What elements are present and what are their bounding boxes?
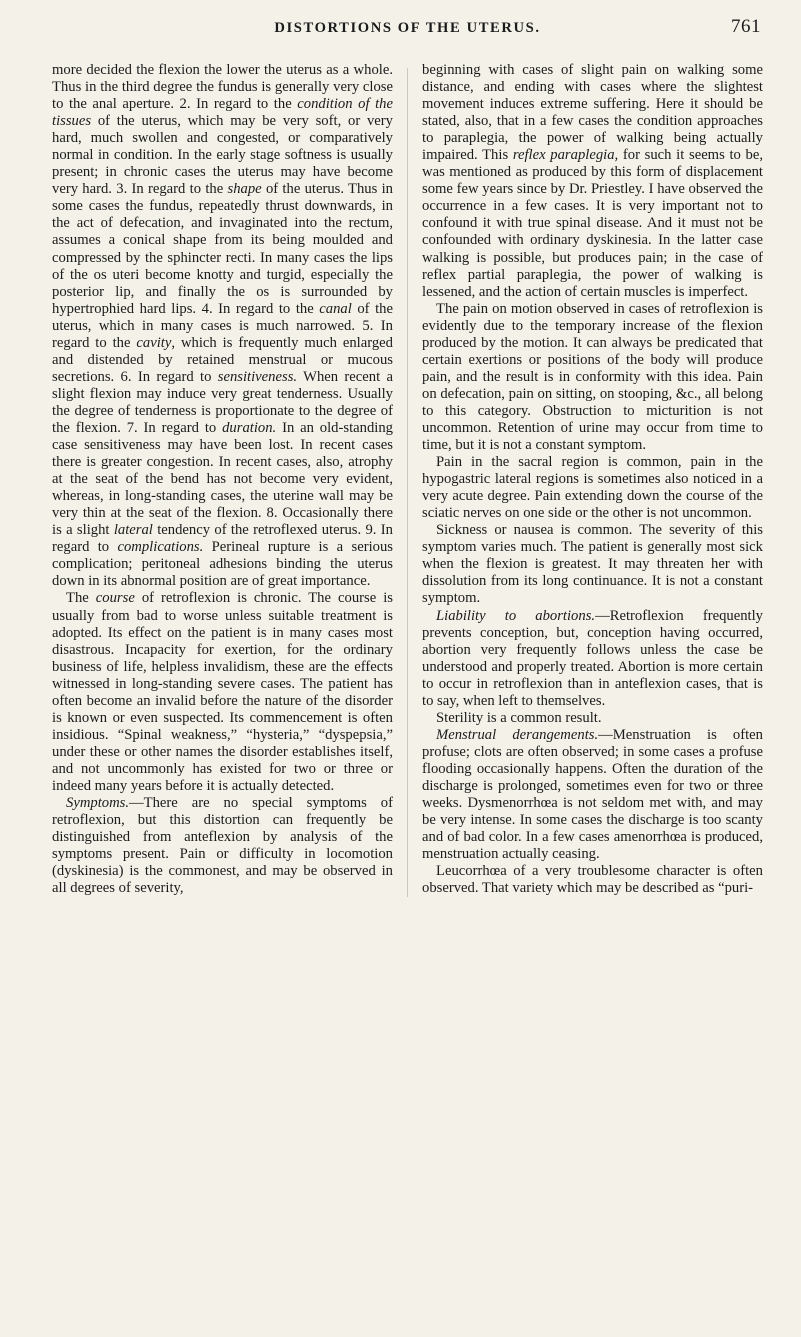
page-header bbox=[52, 12, 763, 48]
paragraph bbox=[422, 608, 763, 710]
section-heading: Liability to abortions. bbox=[436, 607, 596, 624]
text-run: When recent a slight flexion may induce very great tenderness. Usually the degree of tenderness is proportionate to the degree of the flexion. 7. In regard to bbox=[52, 368, 393, 436]
paragraph: Sickness or nausea is common. The severity of this symptom varies much. The patient is generally most sick when the flexion is greatest. It may threaten her with dissolution from its long continuance. It is not a constant symptom. bbox=[422, 522, 763, 607]
paragraph: Pain in the sacral region is common, pain in the hypogastric lateral regions is sometimes also noticed in a very acute degree. Pain extending down the course of the sciatic nerves on one side or the other is not uncommon. bbox=[422, 454, 763, 522]
section-heading: Symptoms. bbox=[66, 795, 130, 812]
paragraph: Sterility is a common result. bbox=[436, 709, 602, 726]
italic-term: course bbox=[95, 590, 135, 607]
paragraph bbox=[422, 727, 763, 863]
paragraph: Leucorrhœa of a very troublesome character is often observed. That variety which may be described as “puri- bbox=[422, 863, 763, 897]
text-run: —Retroflexion frequently prevents conception, but, conception having occurred, abortion very frequently follows unless the case be understood and properly treated. Abortion is more certain to occur in retroflexion than in anteflexion cases, that is to say, when left to themselves. bbox=[422, 607, 763, 709]
text-run: of the uterus, which may be very soft, or very hard, much swollen and congested, or comparatively normal in condition. In the early stage softness is usually present; in chronic cases the uterus may have become very hard. 3. In regard to the bbox=[52, 113, 393, 198]
text-run: Perineal rupture is a serious complication; peritoneal adhesions binding the uterus down in its abnormal position are of great importance. bbox=[52, 539, 393, 590]
italic-term: condition of the tissues bbox=[52, 96, 393, 130]
section-heading: Menstrual derangements. bbox=[436, 726, 599, 743]
text-run: beginning with cases of slight pain on walking some distance, and ending with cases where the slightest movement induces extreme suffering. Here it should be stated, also, that in a few cases the condition approaches to paraplegia, the power of walking being actually impaired. This bbox=[422, 62, 763, 164]
italic-term: duration. bbox=[222, 419, 277, 436]
text-columns bbox=[52, 62, 763, 897]
text-run: more decided the flexion the lower the uterus as a whole. Thus in the third degree the fundus is generally very close to the anal aperture. 2. In regard to the bbox=[52, 62, 393, 113]
running-title: DISTORTIONS OF THE UTERUS. bbox=[274, 20, 541, 36]
paragraph: The pain on motion observed in cases of retroflexion is evidently due to the temporary increase of the flexion produced by the motion. It can always be predicated that certain exertions or positions of the body will produce pain, and the result is in conformity with this idea. Pain on defecation, pain on sitting, on stooping, &c., all belong to this category. Obstruction to micturition is not uncommon. Retention of urine may occur from time to time, but it is not a constant symptom. bbox=[422, 300, 763, 454]
text-run: of retroflexion is chronic. The course is usually from bad to worse unless suitable treatment is adopted. Its effect on the patient is in many cases most disastrous. Incapacity for exertion, for the ordinary business of life, helpless invalidism, these are the effects witnessed in long-standing severe cases. The patient has often become an invalid before the nature of the disorder is known or even suspected. Its commencement is often insidious. “Spinal weakness,” “hysteria,” “dyspepsia,” under these or other names the disorder establishes itself, and not uncommonly has existed for two or three or indeed many years before it is actually detected. bbox=[52, 590, 393, 794]
italic-term: lateral bbox=[113, 522, 153, 539]
right-column bbox=[422, 62, 763, 897]
italic-term: shape bbox=[227, 181, 262, 198]
page-number: 761 bbox=[731, 16, 761, 37]
paragraph bbox=[52, 590, 393, 795]
italic-term: reflex paraplegia, bbox=[512, 147, 619, 164]
text-run: of the uterus. Thus in some cases the fundus, repeatedly thrust downwards, in the act of defecation, and invaginated into the rectum, assumes a conical shape from its being moulded and compressed by the sphincter recti. In many cases the lips of the os uteri become knotty and turgid, especially the posterior lip, and finally the os is surrounded by hypertrophied hard lips. 4. In regard to the bbox=[52, 181, 393, 317]
italic-term: cavity bbox=[136, 334, 172, 351]
paragraph bbox=[52, 62, 393, 590]
text-run: —There are no special symptoms of retroflexion, but this distortion can frequently be distinguished from anteflexion by analysis of the symptoms present. Pain or difficulty in locomotion (dyskinesia) is the commonest, and may be observed in all degrees of severity, bbox=[52, 795, 393, 897]
italic-term: sensitiveness. bbox=[217, 368, 298, 385]
text-run: for such it seems to be, was mentioned as produced by this form of displacement some few years since by Dr. Priestley. I have observed the occurrence in a few cases. It is very important not to confound it with true spinal disease. And it must not be confounded with ordinary dyskinesia. In the latter case walking is possible, but produces pain; in the case of reflex partial paraplegia, the power of walking is lessened, and the action of certain muscles is imperfect. bbox=[422, 147, 764, 300]
text-run: tendency of the retroflexed uterus. 9. In regard to bbox=[52, 522, 393, 556]
italic-term: complications. bbox=[117, 539, 204, 556]
text-run: —Menstruation is often profuse; clots are often observed; in some cases a profuse flooding occasionally happens. Often the duration of the discharge is prolonged, sometimes even for two or three weeks. Dysmenorrhœa is not seldom met with, and may be very intense. In some cases the discharge is too scanty and of bad color. In a few cases amenorrhœa is produced, menstruation actually ceasing. bbox=[422, 726, 763, 863]
paragraph bbox=[422, 62, 763, 301]
italic-term: canal bbox=[319, 300, 352, 317]
text-run: of the uterus, which in many cases is much narrowed. 5. In regard to the bbox=[52, 300, 393, 351]
text-run: In an old-standing case sensitiveness may have been lost. In recent cases there is greater congestion. In recent cases, also, atrophy at the seat of the bend has not become very evident, whereas, in long-standing cases, the uterine wall may be very thin at the seat of the flexion. 8. Occasionally there is a slight bbox=[52, 419, 393, 539]
text-run: The bbox=[66, 590, 96, 607]
paragraph bbox=[52, 795, 393, 897]
left-column bbox=[52, 62, 393, 897]
column-divider bbox=[407, 68, 408, 897]
text-run: , which is frequently much enlarged and distended by retained menstrual or mucous secretions. 6. In regard to bbox=[52, 334, 393, 385]
